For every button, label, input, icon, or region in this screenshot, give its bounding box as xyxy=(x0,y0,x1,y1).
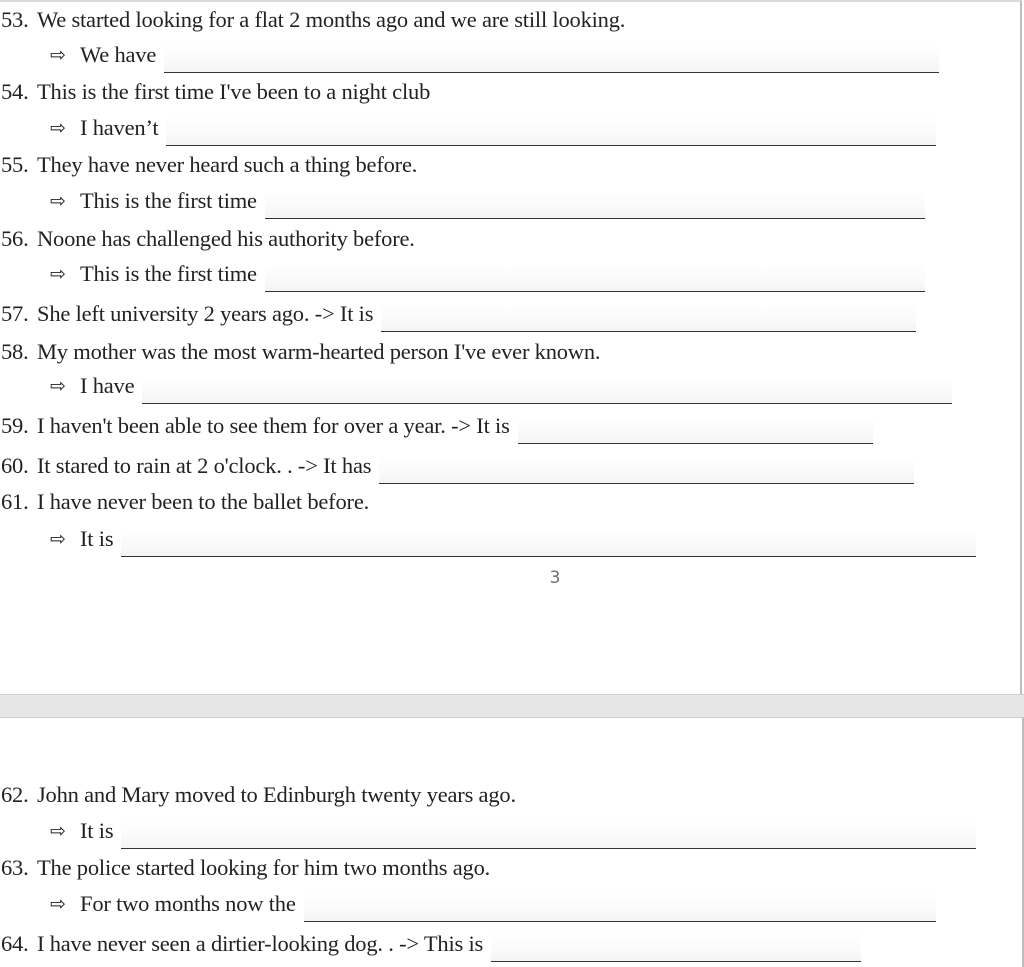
question-number: 54. xyxy=(1,79,29,104)
answer-blank[interactable] xyxy=(142,375,952,404)
page-separator xyxy=(0,694,1024,718)
question-number: 61. xyxy=(1,489,29,514)
answer-line-53 xyxy=(40,39,939,71)
answer-line-62 xyxy=(40,815,976,847)
answer-blank[interactable] xyxy=(164,44,939,73)
question-number: 58. xyxy=(1,339,29,364)
question-text: She left university 2 years ago. -> It is xyxy=(37,301,374,326)
answer-line-61 xyxy=(40,523,976,555)
answer-line-58 xyxy=(40,370,952,402)
answer-blank[interactable] xyxy=(265,190,925,219)
answer-blank[interactable] xyxy=(121,528,976,557)
right-arrow-icon: ⇨ xyxy=(50,820,66,842)
answer-prompt: For two months now the xyxy=(80,891,296,916)
question-text: John and Mary moved to Edinburgh twenty years ago. xyxy=(37,782,516,807)
answer-prompt: I haven’t xyxy=(80,115,159,140)
question-58 xyxy=(0,336,600,368)
page-number: 3 xyxy=(549,568,561,588)
question-text: We started looking for a flat 2 months ago and we are still looking. xyxy=(37,7,626,32)
answer-blank[interactable] xyxy=(166,117,936,146)
right-arrow-icon: ⇨ xyxy=(50,117,66,139)
question-text: I haven't been able to see them for over a year. -> It is xyxy=(37,413,510,438)
answer-blank[interactable] xyxy=(518,415,873,444)
question-56 xyxy=(0,223,415,255)
answer-prompt: We have xyxy=(80,42,157,67)
answer-blank[interactable] xyxy=(265,263,925,292)
question-text: The police started looking for him two months ago. xyxy=(37,855,491,880)
answer-blank[interactable] xyxy=(381,303,916,332)
right-arrow-icon: ⇨ xyxy=(50,263,66,285)
question-61 xyxy=(0,486,369,518)
question-64 xyxy=(0,928,861,960)
question-number: 60. xyxy=(1,453,29,478)
answer-blank[interactable] xyxy=(491,933,861,962)
right-arrow-icon: ⇨ xyxy=(50,528,66,550)
question-63 xyxy=(0,852,490,884)
answer-blank[interactable] xyxy=(121,820,976,849)
question-57 xyxy=(0,298,916,330)
right-arrow-icon: ⇨ xyxy=(50,375,66,397)
question-number: 59. xyxy=(1,413,29,438)
answer-prompt: This is the first time xyxy=(80,188,257,213)
answer-line-63 xyxy=(40,888,936,920)
question-number: 56. xyxy=(1,226,29,251)
question-text: I have never been to the ballet before. xyxy=(37,489,370,514)
question-number: 53. xyxy=(1,7,29,32)
right-arrow-icon: ⇨ xyxy=(50,190,66,212)
question-54 xyxy=(0,76,430,108)
question-number: 57. xyxy=(1,301,29,326)
right-arrow-icon: ⇨ xyxy=(50,893,66,915)
answer-prompt: It is xyxy=(80,818,114,843)
question-text: I have never seen a dirtier-looking dog. . -> This is xyxy=(37,931,484,956)
question-number: 62. xyxy=(1,782,29,807)
answer-blank[interactable] xyxy=(304,893,936,922)
question-text: Noone has challenged his authority before. xyxy=(37,226,415,251)
question-text: This is the first time I've been to a night club xyxy=(37,79,431,104)
question-text: They have never heard such a thing before. xyxy=(37,152,418,177)
right-arrow-icon: ⇨ xyxy=(50,44,66,66)
question-55 xyxy=(0,149,417,181)
document-page-4 xyxy=(0,718,1024,967)
question-60 xyxy=(0,450,914,482)
answer-blank[interactable] xyxy=(379,455,914,484)
question-59 xyxy=(0,410,873,442)
answer-prompt: It is xyxy=(80,526,114,551)
question-number: 63. xyxy=(1,855,29,880)
question-text: My mother was the most warm-hearted person I've ever known. xyxy=(37,339,601,364)
question-62 xyxy=(0,779,516,811)
question-number: 55. xyxy=(1,152,29,177)
answer-prompt: This is the first time xyxy=(80,261,257,286)
answer-line-56 xyxy=(40,258,925,290)
answer-line-55 xyxy=(40,185,925,217)
question-number: 64. xyxy=(1,931,29,956)
question-53 xyxy=(0,4,625,36)
answer-prompt: I have xyxy=(80,373,135,398)
question-text: It stared to rain at 2 o'clock. . -> It has xyxy=(37,453,372,478)
answer-line-54 xyxy=(40,112,936,144)
